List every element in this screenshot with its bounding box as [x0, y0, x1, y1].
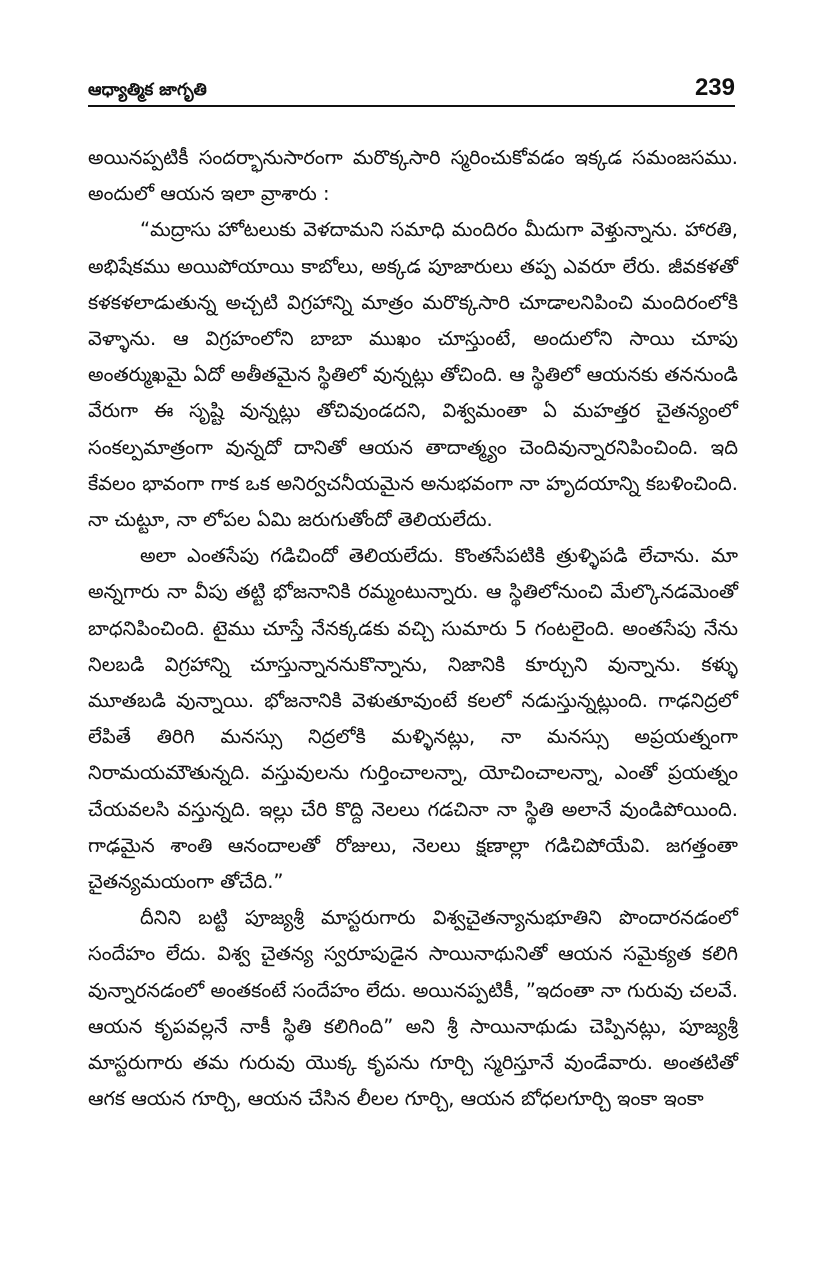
paragraph-4: దీనిని బట్టి పూజ్యశ్రీ మాస్టరుగారు విశ్వచైతన్యానుభూతిని పొందారనడంలో సందేహం లేదు. విశ్వ చైతన్య స్వరూపుడైన సాయినాథునితో ఆయన సమైక్యత కలిగి వున్నారనడంలో అంతకంటే సందేహం లేదు. అయినప్పటికీ, ”ఇదంతా నా గురువు చలవే. ఆయన కృపవల్లనే నాకీ స్థితి కలిగింది” అని శ్రీ సాయినాథుడు చెప్పినట్లు, పూజ్యశ్రీ మాస్టరుగారు తమ గురువు యొక్క కృపను గూర్చి స్మరిస్తూనే వుండేవారు. అంతటితో ఆగక ఆయన గూర్చి, ఆయన చేసిన లీలల గూర్చి, ఆయన బోధలగూర్చి ఇంకా ఇంకా: [88, 906, 738, 1111]
body-text: [88, 140, 738, 1117]
header-rule: [88, 105, 735, 107]
running-title: ఆధ్యాత్మిక జాగృతి: [88, 80, 207, 100]
paragraph-1: అయినప్పటికీ సందర్భానుసారంగా మరొక్కసారి స్మరించుకోవడం ఇక్కడ సమంజసము. అందులో ఆయన ఇలా వ్రాశారు :: [88, 146, 738, 206]
paragraph-2-quote: “మద్రాసు హోటలుకు వెళదామని సమాధి మందిరం మీదుగా వెళ్తున్నాను. హారతి, అభిషేకము అయిపోయాయి కాబోలు, అక్కడ పూజారులు తప్ప ఎవరూ లేరు. జీవకళతో కళకళలాడుతున్న అచ్చటి విగ్రహాన్ని మాత్రం మరొక్కసారి చూడాలనిపించి మందిరంలోకి వెళ్ళాను. ఆ విగ్రహంలోని బాబా ముఖం చూస్తుంటే, అందులోని సాయి చూపు అంతర్ముఖమై ఏదో అతీతమైన స్థితిలో వున్నట్లు తోచింది. ఆ స్థితిలో ఆయనకు తననుండి వేరుగా ఈ సృష్టి వున్నట్లు తోచివుండదని, విశ్వమంతా ఏ మహత్తర చైతన్యంలో సంకల్పమాత్రంగా వున్నదో దానితో ఆయన తాదాత్మ్యం చెందివున్నారనిపించింది. ఇది కేవలం భావంగా గాక ఒక అనిర్వచనీయమైన అనుభవంగా నా హృదయాన్ని కబళించింది. నా చుట్టూ, నా లోపల ఏమి జరుగుతోందో తెలియలేదు.: [88, 218, 738, 532]
page-number: 239: [694, 74, 735, 101]
paragraph-3: అలా ఎంతసేపు గడిచిందో తెలియలేదు. కొంతసేపటికి త్రుళ్ళిపడి లేచాను. మా అన్నగారు నా వీపు తట్టి భోజనానికి రమ్మంటున్నారు. ఆ స్థితిలోనుంచి మేల్కొనడమెంతో బాధనిపించింది. టైము చూస్తే నేనక్కడకు వచ్చి సుమారు 5 గంటలైంది. అంతసేపు నేను నిలబడి విగ్రహాన్ని చూస్తున్నాననుకొన్నాను, నిజానికి కూర్చుని వున్నాను. కళ్ళు మూతబడి వున్నాయి. భోజనానికి వెళుతూవుంటే కలలో నడుస్తున్నట్లుంది. గాఢనిద్రలో లేపితే తిరిగి మనస్సు నిద్రలోకి మళ్ళినట్లు, నా మనస్సు అప్రయత్నంగా నిరామయమౌతున్నది. వస్తువులను గుర్తించాలన్నా, యోచించాలన్నా, ఎంతో ప్రయత్నం చేయవలసి వస్తున్నది. ఇల్లు చేరి కొద్ది నెలలు గడచినా నా స్థితి అలానే వుండిపోయింది. గాఢమైన శాంతి ఆనందాలతో రోజులు, నెలలు క్షణాల్లా గడిచిపోయేవి. జగత్తంతా చైతన్యమయంగా తోచేది.”: [88, 544, 738, 894]
